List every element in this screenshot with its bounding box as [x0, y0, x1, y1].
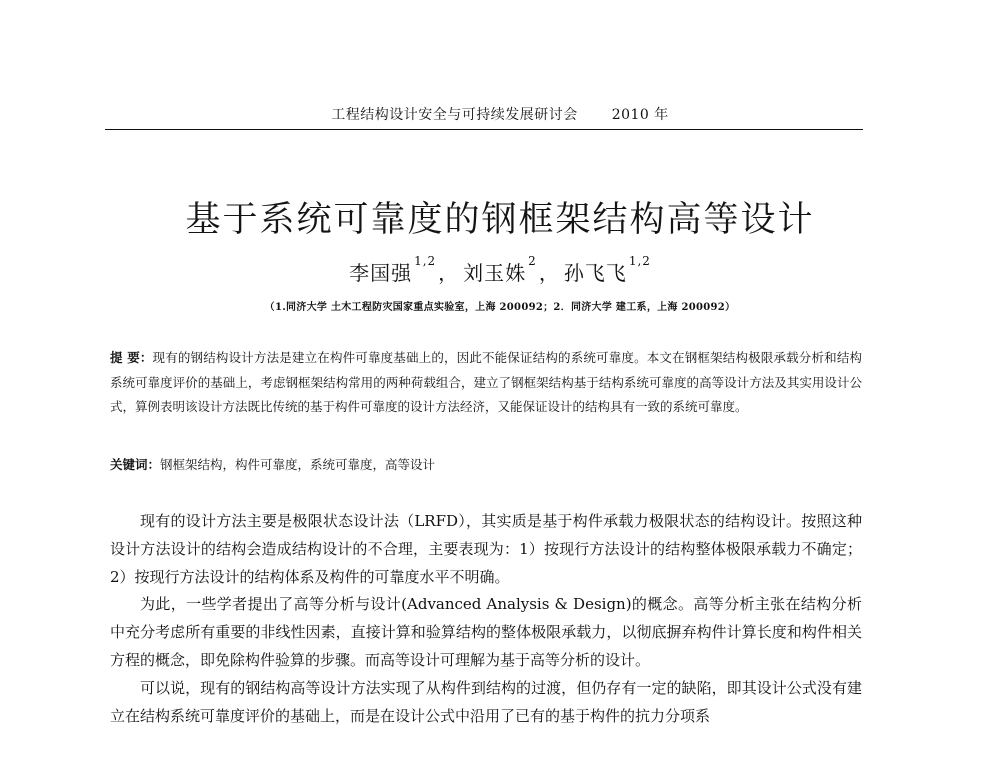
abstract-label: 提 要：: [110, 350, 153, 365]
author-affiliation-mark: 1,2: [414, 254, 437, 268]
running-title: 工程结构设计安全与可持续发展研讨会: [331, 107, 578, 123]
author-separator: ，: [438, 261, 460, 285]
body-paragraph: 为此，一些学者提出了高等分析与设计(Advanced Analysis & Design)的概念。高等分析主张在结构分析中充分考虑所有重要的非线性因素，直接计算和验算结构的整体极限承载力，以彻底摒弃构件计算长度和构件相关方程的概念，即免除构件验算的步骤。而高等设计可理解为基于高等分析的设计。: [110, 595, 862, 669]
body-paragraph: 现有的设计方法主要是极限状态设计法（LRFD），其实质是基于构件承载力极限状态的结构设计。按照这种设计方法设计的结构会造成结构设计的不合理，主要表现为：1）按现行方法设计的结构整体极限承载力不确定；2）按现行方法设计的结构体系及构件的可靠度水平不明确。: [110, 512, 862, 586]
keywords-label: 关键词：: [110, 457, 161, 472]
author-name: 刘玉姝: [463, 261, 527, 285]
affiliation: （1.同济大学 土木工程防灾国家重点实验室，上海 200092；2．同济大学 建工系，上海 200092）: [264, 302, 736, 313]
paper-title: 基于系统可靠度的钢框架结构高等设计: [185, 200, 815, 240]
running-header: [0, 104, 1000, 124]
keywords-text: 钢框架结构，构件可靠度，系统可靠度，高等设计: [160, 457, 436, 472]
author-line: [0, 254, 1000, 286]
body-paragraph: 可以说，现有的钢结构高等设计方法实现了从构件到结构的过渡，但仍存有一定的缺陷，即其设计公式没有建立在结构系统可靠度评价的基础上，而是在设计公式中沿用了已有的基于构件的抗力分项系: [110, 678, 862, 725]
author-separator: ，: [538, 261, 560, 285]
abstract-text: 现有的钢结构设计方法是建立在构件可靠度基础上的，因此不能保证结构的系统可靠度。本文在钢框架结构极限承载分析和结构系统可靠度评价的基础上，考虑钢框架结构常用的两种荷载组合，建立了钢框架结构基于结构系统可靠度的高等设计方法及其实用设计公式，算例表明该设计方法既比传统的基于构件可靠度的设计方法经济，又能保证设计的结构具有一致的系统可靠度。: [110, 350, 862, 414]
author-affiliation-mark: 1,2: [628, 254, 651, 268]
author-name: 李国强: [349, 261, 413, 285]
author-name: 孙飞飞: [563, 261, 627, 285]
header-year: 2010 年: [611, 107, 669, 123]
author-affiliation-mark: 2: [528, 254, 537, 268]
abstract: [110, 346, 862, 420]
body-text: [110, 508, 862, 730]
keywords: [110, 455, 862, 475]
header-rule: [105, 129, 863, 130]
